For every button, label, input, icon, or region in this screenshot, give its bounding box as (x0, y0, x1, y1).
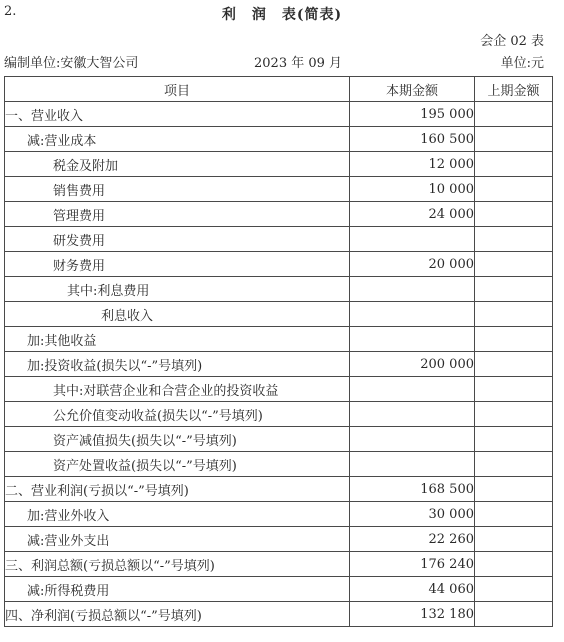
row-item: 加:其他收益 (5, 327, 350, 352)
row-current-amount (350, 377, 475, 402)
row-current-amount: 30 000 (350, 502, 475, 527)
row-current-amount (350, 302, 475, 327)
row-previous-amount (475, 552, 553, 577)
column-header-previous: 上期金额 (475, 77, 553, 102)
row-item: 资产处置收益(损失以“-”号填列) (5, 452, 350, 477)
table-row (5, 377, 553, 402)
table-row (5, 202, 553, 227)
row-current-amount (350, 327, 475, 352)
row-previous-amount (475, 577, 553, 602)
row-item: 销售费用 (5, 177, 350, 202)
currency-unit: 单位:元 (500, 56, 544, 71)
row-previous-amount (475, 102, 553, 127)
statement-title: 利 润 表(简表) (221, 7, 343, 23)
table-row (5, 277, 553, 302)
row-item: 三、利润总额(亏损总额以“-”号填列) (5, 552, 350, 577)
row-current-amount: 160 500 (350, 127, 475, 152)
income-statement-table (4, 76, 553, 627)
table-row (5, 502, 553, 527)
row-current-amount (350, 427, 475, 452)
column-header-current: 本期金额 (350, 77, 475, 102)
row-current-amount: 12 000 (350, 152, 475, 177)
row-current-amount: 10 000 (350, 177, 475, 202)
row-previous-amount (475, 252, 553, 277)
row-previous-amount (475, 352, 553, 377)
table-row (5, 127, 553, 152)
row-current-amount: 132 180 (350, 602, 475, 627)
row-previous-amount (475, 377, 553, 402)
table-row (5, 177, 553, 202)
row-item: 管理费用 (5, 202, 350, 227)
row-item: 利息收入 (5, 302, 350, 327)
row-previous-amount (475, 427, 553, 452)
row-current-amount (350, 452, 475, 477)
table-row (5, 477, 553, 502)
row-previous-amount (475, 602, 553, 627)
row-previous-amount (475, 452, 553, 477)
row-previous-amount (475, 227, 553, 252)
table-row (5, 452, 553, 477)
row-item: 研发费用 (5, 227, 350, 252)
row-item: 减:营业成本 (5, 127, 350, 152)
row-item: 二、营业利润(亏损以“-”号填列) (5, 477, 350, 502)
table-row (5, 577, 553, 602)
report-period: 2023 年 09 月 (254, 56, 343, 71)
row-current-amount (350, 227, 475, 252)
row-item: 减:营业外支出 (5, 527, 350, 552)
row-item: 一、营业收入 (5, 102, 350, 127)
row-item: 减:所得税费用 (5, 577, 350, 602)
table-row (5, 427, 553, 452)
form-code: 会企 02 表 (480, 34, 544, 49)
table-row (5, 102, 553, 127)
table-row (5, 602, 553, 627)
row-current-amount (350, 402, 475, 427)
row-previous-amount (475, 477, 553, 502)
table-header-row (5, 77, 553, 102)
table-row (5, 352, 553, 377)
row-current-amount (350, 277, 475, 302)
row-item: 资产减值损失(损失以“-”号填列) (5, 427, 350, 452)
row-item: 税金及附加 (5, 152, 350, 177)
row-current-amount: 176 240 (350, 552, 475, 577)
row-current-amount: 200 000 (350, 352, 475, 377)
row-item: 加:营业外收入 (5, 502, 350, 527)
column-header-item: 项目 (5, 77, 350, 102)
section-number: 2. (4, 4, 17, 19)
row-previous-amount (475, 302, 553, 327)
row-previous-amount (475, 527, 553, 552)
table-row (5, 552, 553, 577)
row-previous-amount (475, 202, 553, 227)
company-name: 编制单位:安徽大智公司 (4, 56, 139, 71)
row-item: 公允价值变动收益(损失以“-”号填列) (5, 402, 350, 427)
table-row (5, 152, 553, 177)
table-row (5, 227, 553, 252)
row-previous-amount (475, 152, 553, 177)
table-row (5, 402, 553, 427)
table-row (5, 527, 553, 552)
row-item: 财务费用 (5, 252, 350, 277)
row-previous-amount (475, 502, 553, 527)
row-previous-amount (475, 127, 553, 152)
table-row (5, 302, 553, 327)
row-item: 其中:利息费用 (5, 277, 350, 302)
row-previous-amount (475, 177, 553, 202)
row-current-amount: 44 060 (350, 577, 475, 602)
row-previous-amount (475, 277, 553, 302)
row-item: 加:投资收益(损失以“-”号填列) (5, 352, 350, 377)
row-current-amount: 20 000 (350, 252, 475, 277)
table-row (5, 327, 553, 352)
row-item: 四、净利润(亏损总额以“-”号填列) (5, 602, 350, 627)
row-current-amount: 195 000 (350, 102, 475, 127)
table-row (5, 252, 553, 277)
row-previous-amount (475, 402, 553, 427)
row-previous-amount (475, 327, 553, 352)
row-current-amount: 22 260 (350, 527, 475, 552)
row-item: 其中:对联营企业和合营企业的投资收益 (5, 377, 350, 402)
row-current-amount: 168 500 (350, 477, 475, 502)
row-current-amount: 24 000 (350, 202, 475, 227)
